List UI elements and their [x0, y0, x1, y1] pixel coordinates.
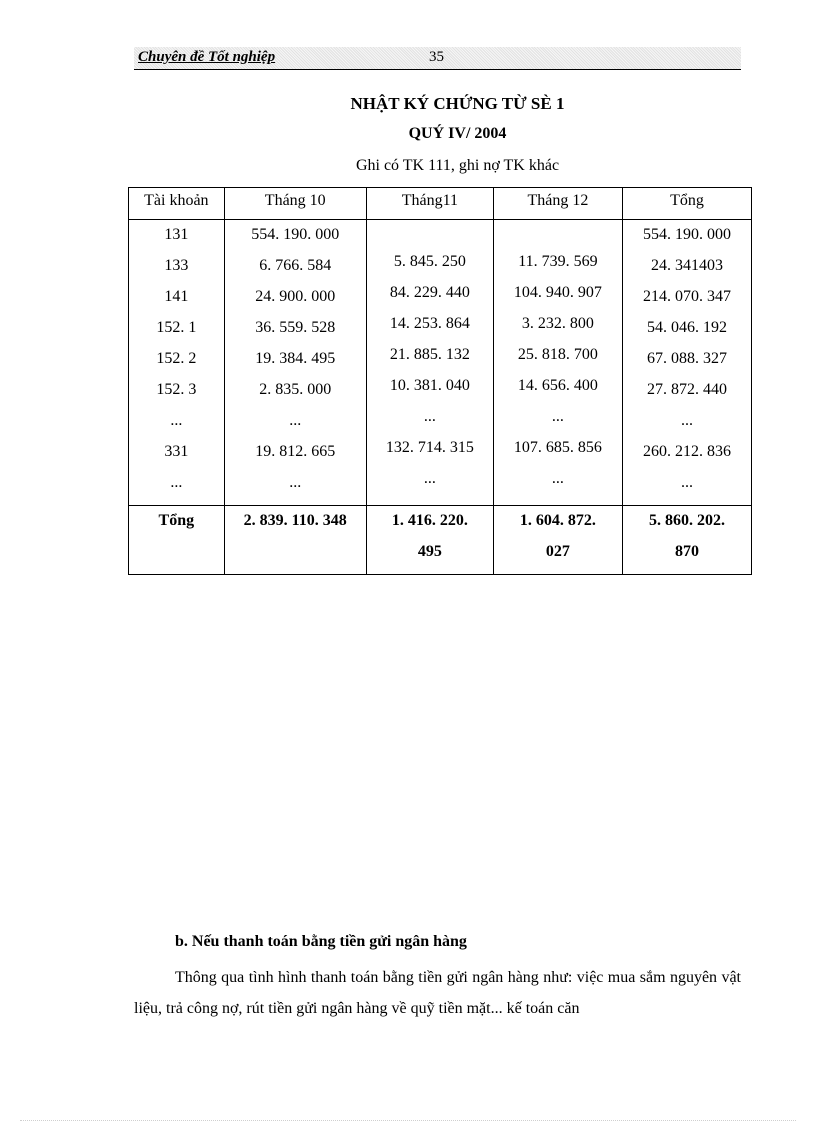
month-12-cell: 11. 739. 569	[518, 253, 598, 270]
document-title: NHẬT KÝ CHỨNG TỪ SÈ 1	[350, 94, 565, 113]
grand-total-line-2: 870	[674, 543, 699, 560]
page-header	[134, 47, 741, 70]
total-cell: ...	[680, 474, 693, 491]
month-11-cell	[367, 222, 493, 249]
total-month-10-value: 2. 839. 110. 348	[243, 512, 347, 529]
total-cell: 260. 212. 836	[642, 443, 731, 460]
month-10-cell: 2. 835. 000	[259, 381, 332, 398]
total-month-12-line-2: 027	[545, 543, 570, 560]
page-number: 35	[429, 49, 444, 65]
account-cell: ...	[170, 474, 183, 491]
month-10-cell: ...	[289, 412, 302, 429]
account-cell: 152. 3	[156, 381, 197, 398]
total-label-cell	[129, 506, 225, 575]
header-total: Tổng	[622, 188, 751, 220]
header-month-10: Tháng 10	[224, 188, 366, 220]
month-12-column	[493, 220, 622, 506]
document-caption: Ghi có TK 111, ghi nợ TK khác	[355, 157, 560, 174]
month-11-cell: ...	[423, 470, 436, 487]
account-cell: 133	[164, 257, 189, 274]
total-column	[622, 220, 751, 506]
account-cell: ...	[170, 412, 183, 429]
total-cell: 24. 341403	[650, 257, 723, 274]
table-total-row	[129, 506, 752, 575]
body-paragraph: Thông qua tình hình thanh toán bằng tiền gửi ngân hàng như: việc mua sắm nguyên vật liệu, trả công nợ, rút tiền gửi ngân hàng về quỹ tiền mặt... kế toán căn	[134, 969, 741, 1017]
header-month-11: Tháng11	[366, 188, 493, 220]
month-12-cell: 3. 232. 800	[521, 315, 594, 332]
month-12-cell	[494, 222, 622, 249]
grand-total-line-1: 5. 860. 202.	[648, 512, 725, 529]
total-label: Tổng	[158, 512, 195, 529]
account-cell: 141	[164, 288, 189, 305]
month-10-cell: 36. 559. 528	[255, 319, 336, 336]
total-cell: 214. 070. 347	[642, 288, 731, 305]
section-heading: b. Nếu thanh toán bằng tiền gửi ngân hàng	[175, 933, 467, 950]
total-month-12-cell	[493, 506, 622, 575]
month-12-cell: 25. 818. 700	[517, 346, 598, 363]
month-10-column	[224, 220, 366, 506]
month-11-cell: 84. 229. 440	[389, 284, 470, 301]
month-12-cell: 104. 940. 907	[513, 284, 602, 301]
month-10-cell: 24. 900. 000	[255, 288, 336, 305]
month-12-cell: ...	[551, 470, 564, 487]
total-month-11-cell	[366, 506, 493, 575]
account-cell: 331	[164, 443, 189, 460]
table-body-row	[129, 220, 752, 506]
header-account: Tài khoản	[129, 188, 225, 220]
total-month-10-cell	[224, 506, 366, 575]
month-10-cell: 19. 812. 665	[255, 443, 336, 460]
account-cell: 152. 1	[156, 319, 197, 336]
header-title: Chuyên đề Tốt nghiệp	[138, 49, 276, 65]
total-cell: 554. 190. 000	[642, 226, 731, 243]
total-cell: ...	[680, 412, 693, 429]
total-month-11-line-2: 495	[417, 543, 442, 560]
header-month-12: Tháng 12	[493, 188, 622, 220]
account-cell: 152. 2	[156, 350, 197, 367]
month-10-cell: 554. 190. 000	[251, 226, 340, 243]
ledger-table	[128, 187, 752, 575]
table-header-row	[129, 188, 752, 220]
month-11-cell: 21. 885. 132	[389, 346, 470, 363]
total-cell: 67. 088. 327	[646, 350, 727, 367]
month-10-cell: ...	[289, 474, 302, 491]
month-11-column	[366, 220, 493, 506]
total-cell: 54. 046. 192	[646, 319, 727, 336]
month-12-cell: 107. 685. 856	[513, 439, 602, 456]
grand-total-cell	[622, 506, 751, 575]
month-11-cell: 10. 381. 040	[389, 377, 470, 394]
total-month-12-line-1: 1. 604. 872.	[519, 512, 596, 529]
month-12-cell: 14. 656. 400	[517, 377, 598, 394]
footer-rule	[20, 1120, 796, 1121]
month-11-cell: ...	[423, 408, 436, 425]
total-month-11-line-1: 1. 416. 220.	[391, 512, 468, 529]
total-cell: 27. 872. 440	[646, 381, 727, 398]
month-11-cell: 5. 845. 250	[393, 253, 466, 270]
month-10-cell: 6. 766. 584	[259, 257, 332, 274]
month-11-cell: 132. 714. 315	[385, 439, 474, 456]
month-10-cell: 19. 384. 495	[255, 350, 336, 367]
month-12-cell: ...	[551, 408, 564, 425]
document-subtitle: QUÝ IV/ 2004	[408, 125, 507, 142]
account-column	[129, 220, 225, 506]
month-11-cell: 14. 253. 864	[389, 315, 470, 332]
account-cell: 131	[164, 226, 189, 243]
